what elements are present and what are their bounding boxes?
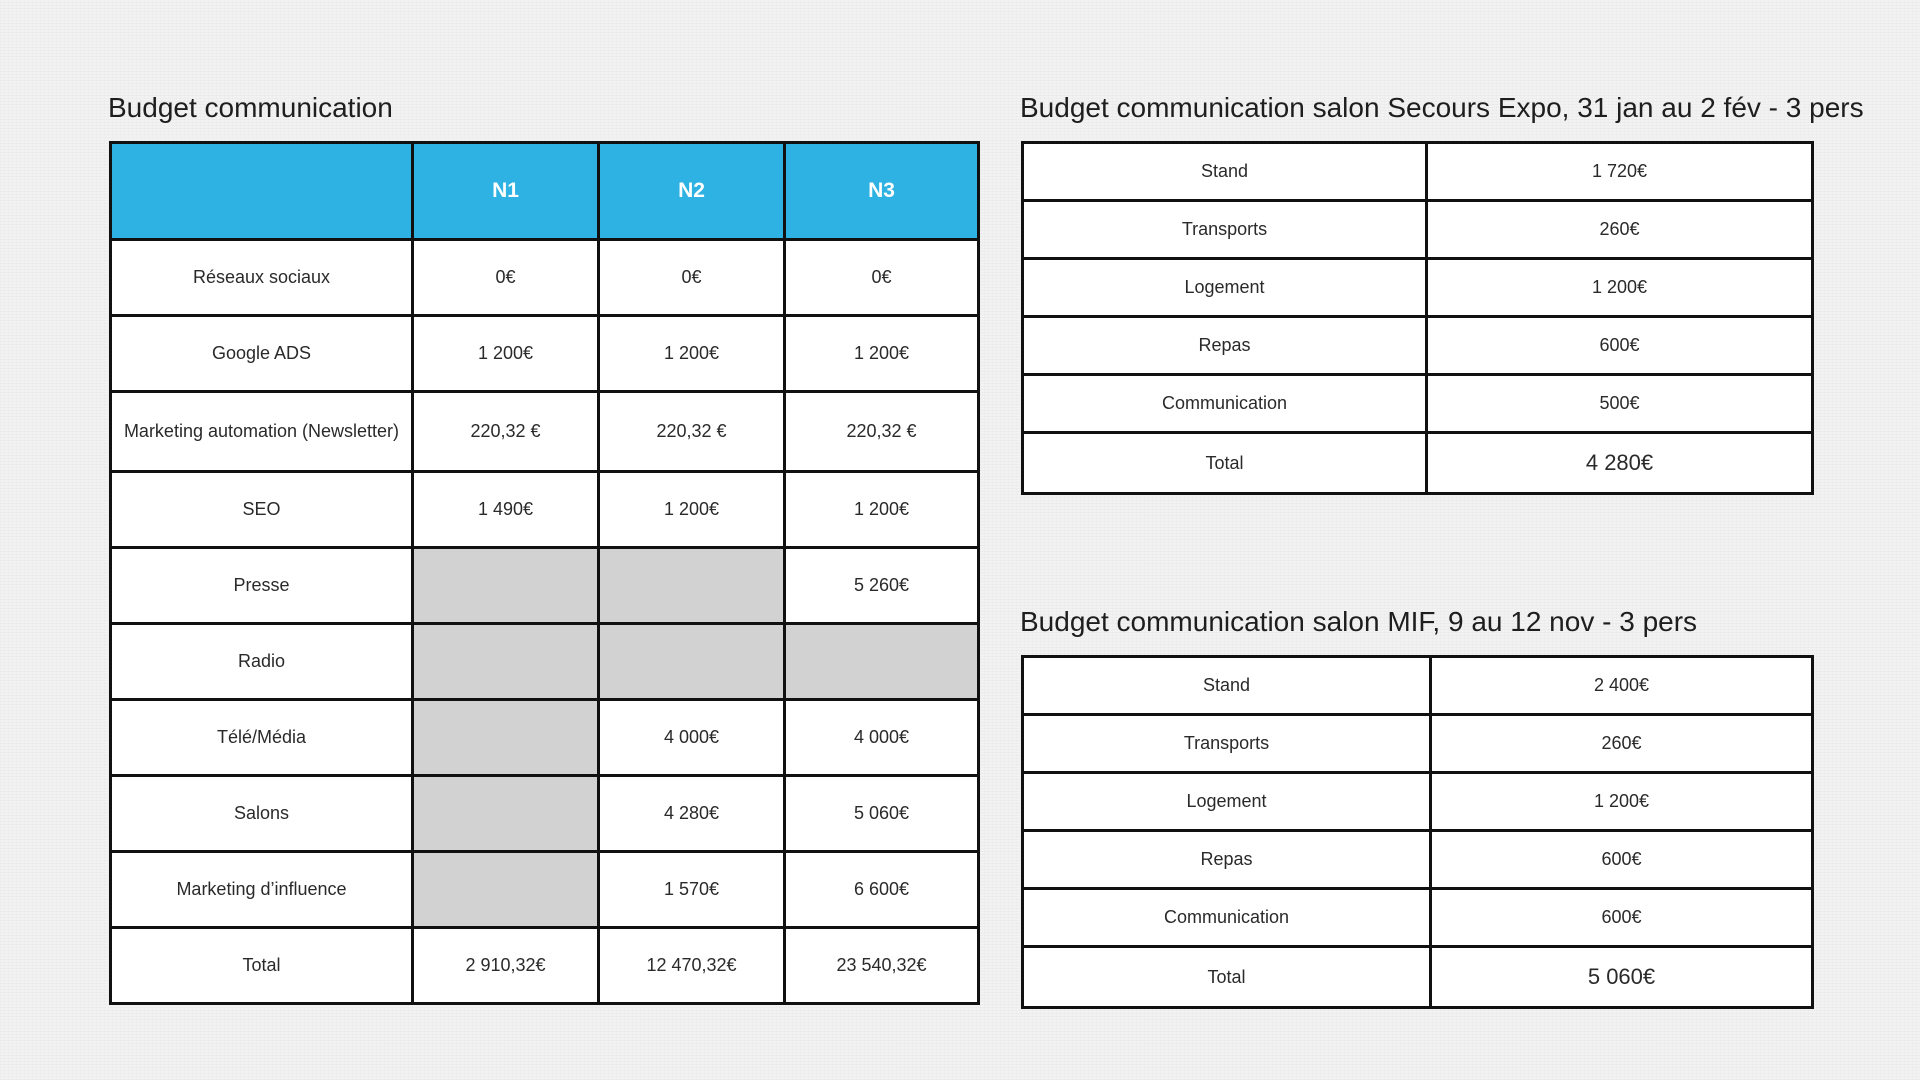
total-label: Total	[1023, 433, 1427, 494]
row-value: 600€	[1427, 317, 1813, 375]
header-n3: N3	[785, 143, 979, 240]
header-n2: N2	[599, 143, 785, 240]
cell-n3: 4 000€	[785, 700, 979, 776]
total-value: 5 060€	[1431, 947, 1813, 1008]
cell-n3: 0€	[785, 240, 979, 316]
table-row	[1023, 657, 1813, 715]
secours-expo-table	[1021, 141, 1814, 495]
table-row	[111, 700, 979, 776]
table-total-row	[111, 928, 979, 1004]
row-label: Communication	[1023, 889, 1431, 947]
row-label: Télé/Média	[111, 700, 413, 776]
row-label: Salons	[111, 776, 413, 852]
row-value: 2 400€	[1431, 657, 1813, 715]
row-label: Logement	[1023, 259, 1427, 317]
table-row	[1023, 715, 1813, 773]
total-n3: 23 540,32€	[785, 928, 979, 1004]
row-label: Marketing d’influence	[111, 852, 413, 928]
table-row	[111, 548, 979, 624]
table-row	[1023, 831, 1813, 889]
cell-n1-empty	[413, 624, 599, 700]
cell-n1: 220,32 €	[413, 392, 599, 472]
table-total-row	[1023, 947, 1813, 1008]
cell-n1: 1 490€	[413, 472, 599, 548]
cell-n1-empty	[413, 548, 599, 624]
total-label: Total	[1023, 947, 1431, 1008]
row-value: 260€	[1431, 715, 1813, 773]
cell-n2: 1 200€	[599, 472, 785, 548]
cell-n2: 4 280€	[599, 776, 785, 852]
row-label: Marketing automation (Newsletter)	[111, 392, 413, 472]
row-value: 1 200€	[1427, 259, 1813, 317]
cell-n3: 5 260€	[785, 548, 979, 624]
main-budget-table	[109, 141, 980, 1005]
secours-expo-title: Budget communication salon Secours Expo, 31 jan au 2 fév - 3 pers	[1020, 92, 1864, 123]
table-row	[1023, 773, 1813, 831]
row-label: Presse	[111, 548, 413, 624]
cell-n3: 5 060€	[785, 776, 979, 852]
cell-n2: 220,32 €	[599, 392, 785, 472]
cell-n1-empty	[413, 700, 599, 776]
cell-n3: 220,32 €	[785, 392, 979, 472]
table-row	[111, 240, 979, 316]
row-value: 1 720€	[1427, 143, 1813, 201]
row-label: Transports	[1023, 715, 1431, 773]
table-row	[1023, 375, 1813, 433]
cell-n3: 1 200€	[785, 316, 979, 392]
row-value: 500€	[1427, 375, 1813, 433]
cell-n3-empty	[785, 624, 979, 700]
row-label: Logement	[1023, 773, 1431, 831]
cell-n2: 4 000€	[599, 700, 785, 776]
row-label: Stand	[1023, 657, 1431, 715]
row-value: 260€	[1427, 201, 1813, 259]
mif-title: Budget communication salon MIF, 9 au 12 nov - 3 pers	[1020, 606, 1698, 637]
cell-n1: 1 200€	[413, 316, 599, 392]
table-header-row	[111, 143, 979, 240]
total-label: Total	[111, 928, 413, 1004]
table-row	[111, 776, 979, 852]
table-row	[1023, 143, 1813, 201]
total-value: 4 280€	[1427, 433, 1813, 494]
row-label: Google ADS	[111, 316, 413, 392]
cell-n1-empty	[413, 852, 599, 928]
cell-n2-empty	[599, 548, 785, 624]
total-n1: 2 910,32€	[413, 928, 599, 1004]
row-label: Transports	[1023, 201, 1427, 259]
cell-n2: 1 200€	[599, 316, 785, 392]
cell-n3: 6 600€	[785, 852, 979, 928]
row-value: 1 200€	[1431, 773, 1813, 831]
table-total-row	[1023, 433, 1813, 494]
row-label: Réseaux sociaux	[111, 240, 413, 316]
table-row	[1023, 317, 1813, 375]
cell-n2: 1 570€	[599, 852, 785, 928]
row-label: Stand	[1023, 143, 1427, 201]
row-value: 600€	[1431, 831, 1813, 889]
cell-n1-empty	[413, 776, 599, 852]
row-label: Radio	[111, 624, 413, 700]
row-label: SEO	[111, 472, 413, 548]
table-row	[111, 392, 979, 472]
cell-n2-empty	[599, 624, 785, 700]
table-row	[111, 624, 979, 700]
cell-n2: 0€	[599, 240, 785, 316]
row-label: Repas	[1023, 317, 1427, 375]
table-row	[1023, 889, 1813, 947]
row-label: Communication	[1023, 375, 1427, 433]
table-row	[1023, 259, 1813, 317]
total-n2: 12 470,32€	[599, 928, 785, 1004]
table-row	[111, 852, 979, 928]
header-empty-cell	[111, 143, 413, 240]
row-value: 600€	[1431, 889, 1813, 947]
table-row	[111, 316, 979, 392]
table-row	[1023, 201, 1813, 259]
cell-n1: 0€	[413, 240, 599, 316]
table-row	[111, 472, 979, 548]
main-budget-title: Budget communication	[108, 92, 393, 123]
mif-table	[1021, 655, 1814, 1009]
cell-n3: 1 200€	[785, 472, 979, 548]
row-label: Repas	[1023, 831, 1431, 889]
header-n1: N1	[413, 143, 599, 240]
